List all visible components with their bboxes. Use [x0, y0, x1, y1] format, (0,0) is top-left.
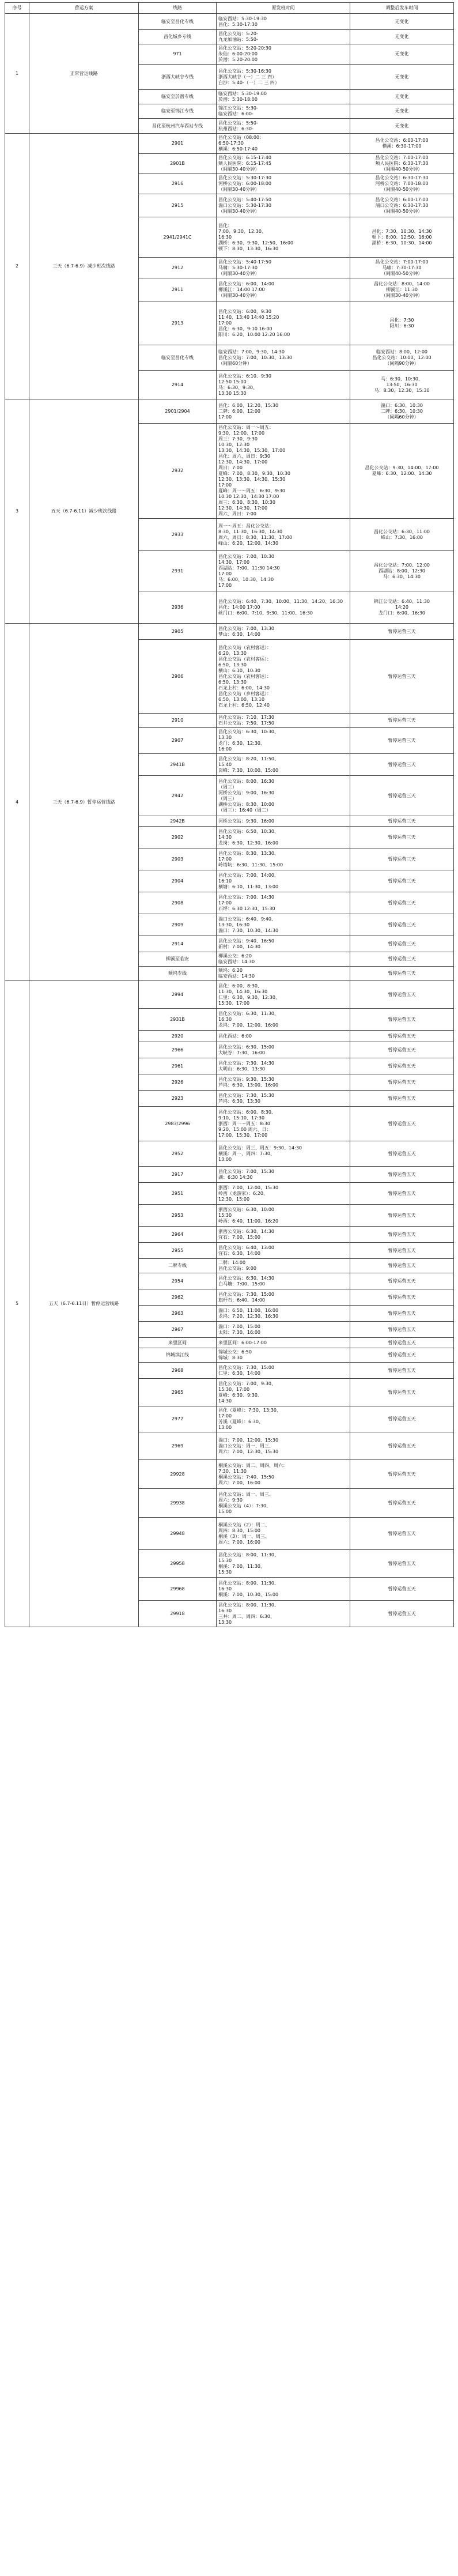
route-name: 锦城滨江线 — [139, 1348, 217, 1363]
original-schedule: 二牌：14:00 昌化公交站：9:00 — [217, 1259, 350, 1273]
adjusted-schedule: 暂停运营五天 — [350, 1074, 454, 1091]
route-name: 2983/2996 — [139, 1107, 217, 1141]
original-schedule: 河桥公交站：9:30、16:00 — [217, 816, 350, 827]
adjusted-schedule: 昌化公交站：6:00-17:00 湍口公交站：6:30-17:30 （间隔40-50分钟） — [350, 194, 454, 217]
route-name: 2910 — [139, 714, 217, 728]
operation-plan: 三天（6.7-6.9）减少班次线路 — [29, 134, 139, 399]
route-name: 2931 — [139, 551, 217, 591]
adjusted-schedule: 暂停运营三天 — [350, 848, 454, 870]
adjusted-schedule: 暂停运营五天 — [350, 1227, 454, 1243]
route-name: 临安至於潜专线 — [139, 90, 217, 104]
route-name: 临安至昌化专线 — [139, 14, 217, 30]
route-name: 2936 — [139, 591, 217, 624]
original-schedule: 柳溪公交：6:20 临安西站：14:30 — [217, 952, 350, 967]
original-schedule: 昌化公交站：6:30、10:30、 13:30 龙门：6:30、12:30、 16:00 — [217, 728, 350, 754]
adjusted-schedule: 临安西站：8:00、12:00 昌化公交站：10:00、12:00 （间隔90分钟） — [350, 345, 454, 371]
original-schedule: 昌化公交站（08:00： 6:50-17:30 横溪：6:50-17:40 — [217, 134, 350, 154]
adjusted-schedule: 暂停运营五天 — [350, 1167, 454, 1183]
route-name: 2901 — [139, 134, 217, 154]
original-schedule: 昌化：6:00、8:30、 11:30、14:30、16:30 仁里：6:30、9:30、12:30、 15:30、17:00 — [217, 981, 350, 1009]
route-name: 2952 — [139, 1141, 217, 1167]
original-schedule: 昌化公交站：6:15-17:40 颊人民医院：6:15-17:45 （间隔30-40分钟） — [217, 154, 350, 174]
adjusted-schedule: 无变化 — [350, 104, 454, 119]
original-schedule: 昌化公交站：7:30、15:30 芦坞：6:30、13:30 — [217, 1091, 350, 1107]
adjusted-schedule: 暂停运营三天 — [350, 714, 454, 728]
route-name: 2909 — [139, 914, 217, 936]
original-schedule: 浙西公交站：6:30、14:30 宜石：7:00、15:00 — [217, 1227, 350, 1243]
adjusted-schedule: 昌化公交站：6:30-17:30 河桥公交站：7:00-18:00 （间隔40-50分钟） — [350, 174, 454, 194]
route-name: 2902 — [139, 827, 217, 848]
adjusted-schedule: 暂停运营五天 — [350, 1289, 454, 1306]
header-no: 序号 — [5, 3, 29, 14]
route-name: 2901B — [139, 154, 217, 174]
original-schedule: 昌化公交站（农村客运）： 6:20、13:30 昌化公交站（农村客运）： 6:50、13:30 横山：6:10、10:30 昌化公交站（农村客运）： 6:50、13:30 石龙上村：6:00、14:30 昌化公交站（乡村客运）： 6:50、13:00、13:10 石龙上村：6:50、12:40 — [217, 640, 350, 714]
adjusted-schedule: 暂停运营五天 — [350, 1338, 454, 1348]
adjusted-schedule: 暂停运营三天 — [350, 914, 454, 936]
original-schedule: 昌化公交站：5:30-17:30 河桥公交站：6:00-18:00 （间隔30-40分钟） — [217, 174, 350, 194]
original-schedule: 昌化公交站：8:30、13:30、 17:00 岭塔坑：6:30、11:30、15:00 — [217, 848, 350, 870]
route-name: 971 — [139, 44, 217, 65]
adjusted-schedule: 暂停运营三天 — [350, 754, 454, 776]
original-schedule: 昌化公交站：8:00、11:30、 16:30 三井：周二、周四：6:30、 13:30 — [217, 1601, 350, 1627]
original-schedule: 昌化公交站：8:00、11:30、 16:30 桐溪：7:00、10:30、15:00 — [217, 1578, 350, 1601]
row-number: 3 — [5, 399, 29, 624]
route-name: 二牌专线 — [139, 1259, 217, 1273]
route-name: 昌化至杭州汽车西站专线 — [139, 119, 217, 134]
adjusted-schedule: 暂停运营五天 — [350, 1107, 454, 1141]
route-name: 2964 — [139, 1227, 217, 1243]
original-schedule: 昌化公交站：7:00、15:30 湖：6:30 14:30 — [217, 1167, 350, 1183]
operation-plan: 五天（6.7-6.11）减少班次线路 — [29, 399, 139, 624]
adjusted-schedule: 暂停运营三天 — [350, 870, 454, 892]
header-original-time: 原发班时间 — [217, 3, 350, 14]
header-plan: 营运方案 — [29, 3, 139, 14]
table-row — [5, 14, 454, 30]
adjusted-schedule: 昌化公交站：7:00、12:00 西湖站：8:00、12:30 马：6:30、14:30 — [350, 551, 454, 591]
original-schedule: 昌化公交站：周一～周五： 9:30、12:00、17:00 周三：7:30、9:30 10:30、12:30 13:30、14:30、15:30、17:00 昌化：周六，周日：9:30 12:30、14:30、17:00 周日：7:00 夏峰：7:00、8:30、9:30、10:30 12:30、13:30、14:30、15:30 17:00 夏峰：周一～周五：6:30、9:30 10:30 12:30、14:30 17:00 周三：6:30、8:30、10:30 12:30、14:30、17:00 周六、周日：7:00 — [217, 424, 350, 519]
original-schedule: 临安西站：5:30-19:30 昌化：5:30-17:30 — [217, 14, 350, 30]
route-name: 2932 — [139, 424, 217, 519]
route-name: 2914 — [139, 371, 217, 399]
original-schedule: 湍口：7:00、15:00 太阳：7:30、16:00 — [217, 1322, 350, 1338]
route-name: 2966 — [139, 1042, 217, 1058]
adjusted-schedule: 昌化公交站：8:00、14:00 柳溪江：11:30 （间隔30-40分钟） — [350, 278, 454, 301]
row-number: 4 — [5, 624, 29, 981]
adjusted-schedule: 暂停运营五天 — [350, 1183, 454, 1205]
route-name: 2955 — [139, 1243, 217, 1259]
original-schedule: 昌化公交站：7:00、13:30 梦山：6:30、14:00 — [217, 624, 350, 640]
adjusted-schedule: 无变化 — [350, 44, 454, 65]
original-schedule: 昌化公交站：6:00、9:30 11:40、13:40 14:40 15:20 17:00 昌化：6:30、9:10 16:00 阳川：6:20、10:00 12:20 16:00 — [217, 301, 350, 345]
original-schedule: 昌化公交站：6:40、13:00 宜石：6:30、14:00 — [217, 1243, 350, 1259]
route-name: 29918 — [139, 1601, 217, 1627]
original-schedule: 昌化公交站：6:30、15:00 大峡谷：7:30、16:00 — [217, 1042, 350, 1058]
adjusted-schedule: 无变化 — [350, 119, 454, 134]
adjusted-schedule: 暂停运营五天 — [350, 1601, 454, 1627]
original-schedule: 昌化公交站：8:00、16:30 （周三） 河桥公交站：9:00、16:30 （周三） 湖桥公交站：8:30、10:00 （周三）：16:40（周二） — [217, 776, 350, 816]
original-schedule: 昌化公交站：6:10、9:30 12:50 15:00 马：6:30、9:30、 13:30 15:30 — [217, 371, 350, 399]
original-schedule: 湍口：7:00、12:00、15:30 湍口公交站：周一、周三、 周六：7:00、12:30、15:30 — [217, 1432, 350, 1460]
route-name: 2912 — [139, 258, 217, 278]
original-schedule: 昌化公交站：周一、周三、 周六：9:30 桐溪公交站（4）：7:30、 15:00 — [217, 1489, 350, 1518]
original-schedule: 昌化公交站：8:00、11:30、 15:30 桐溪：7:00、11:30、 15:30 — [217, 1550, 350, 1578]
route-name: 2969 — [139, 1432, 217, 1460]
original-schedule: 昌化公交站：6:40、7:30、10:00、11:30、14:20、16:30 昌化：14:00 17:00 丝门口：6:00、7:10、9:30、11:00、16:30 — [217, 591, 350, 624]
original-schedule: 临安西站：5:30-19:00 於潜：5:30-18:00 — [217, 90, 350, 104]
route-name: 2931B — [139, 1009, 217, 1031]
route-name: 2961 — [139, 1058, 217, 1074]
route-name: 2915 — [139, 194, 217, 217]
original-schedule: 昌化公交站：6:30、14:30 白马塘：7:00、15:00 — [217, 1273, 350, 1289]
route-name: 2994 — [139, 981, 217, 1009]
adjusted-schedule: 暂停运营五天 — [350, 1348, 454, 1363]
adjusted-schedule: 暂停运营五天 — [350, 1432, 454, 1460]
original-schedule: 昌化公交站：5:40-17:50 湍口公交站：5:30-17:30 （间隔30-40分钟） — [217, 194, 350, 217]
adjusted-schedule: 暂停运营五天 — [350, 1259, 454, 1273]
route-name: 临安至锦江专线 — [139, 104, 217, 119]
route-name: 2926 — [139, 1074, 217, 1091]
table-row — [5, 624, 454, 640]
original-schedule: 浙西：7:00、12:00、15:30 岭西（龙游家）：6:20、 12:30、15:00 — [217, 1183, 350, 1205]
adjusted-schedule: 暂停运营三天 — [350, 816, 454, 827]
adjusted-schedule: 暂停运营三天 — [350, 936, 454, 952]
adjusted-schedule: 暂停运营三天 — [350, 624, 454, 640]
route-name: 29968 — [139, 1578, 217, 1601]
route-name: 2905 — [139, 624, 217, 640]
route-name: 2904 — [139, 870, 217, 892]
route-name: 昌化城乡专线 — [139, 30, 217, 44]
original-schedule: 湍口公交站：6:40、9:40、 13:30、16:30 湍口：7:30、10:30、14:30 — [217, 914, 350, 936]
table-row — [5, 399, 454, 424]
route-name: 2913 — [139, 301, 217, 345]
original-schedule: 昌化公交站：7:30、14:30 大明山：6:30、13:30 — [217, 1058, 350, 1074]
route-name: 柳溪至临安 — [139, 952, 217, 967]
route-name: 2917 — [139, 1167, 217, 1183]
original-schedule: 昌化公交站：5:30-16:30 浙西大峡谷（一）二 三 四） 白沙：5:40-（一）二 三 四） — [217, 65, 350, 90]
adjusted-schedule: 暂停运营五天 — [350, 1306, 454, 1322]
adjusted-schedule: 暂停运营五天 — [350, 1489, 454, 1518]
route-name: 2903 — [139, 848, 217, 870]
adjusted-schedule: 昌化公交站：6:00-17:00 横溪：6:30-17:00 — [350, 134, 454, 154]
original-schedule: 昌化公交站：6:00、14:00 柳溪江：14:00 17:00 （间隔30-40分钟） — [217, 278, 350, 301]
route-name: 2901/2904 — [139, 399, 217, 424]
route-name: 临安至昌化专线 — [139, 345, 217, 371]
original-schedule: 昌化西站：6:00 — [217, 1031, 350, 1042]
original-schedule: 昌化公交站：7:00、9:30、 15:30、17:00 夏峰：6:30、9:30、 14:30 — [217, 1379, 350, 1406]
original-schedule: 昌化公交站：7:10、17:30 石井公交站：7:50、17:50 — [217, 714, 350, 728]
original-schedule: 湍口：6:50、11:00、16:00 龙坞：7:20、12:30、16:30 — [217, 1306, 350, 1322]
original-schedule: 昌化公交站：5:20-20:30 朱仙：6:00-20:00 於潜：5:20-20:00 — [217, 44, 350, 65]
original-schedule: 昌化公交站：6:50、10:30、 14:30 龙岗：6:30、12:30、16:00 — [217, 827, 350, 848]
original-schedule: 桐溪公交站（2）：周二、 周四：8:30、15:00 桐溪（3）：周一、周三、 周六：7:00、16:00 — [217, 1518, 350, 1550]
route-name: 2965 — [139, 1379, 217, 1406]
row-number: 2 — [5, 134, 29, 399]
route-name: 29928 — [139, 1460, 217, 1489]
route-name: 2914 — [139, 936, 217, 952]
original-schedule: 昌化公交站：7:30、15:00 仁里：6:30、14:00 — [217, 1363, 350, 1379]
row-number: 5 — [5, 981, 29, 1627]
original-schedule: 颊坞：6:20 临安西站：14:30 — [217, 967, 350, 981]
original-schedule: 昌化公交站：5:20- 九龙加油站：5:50- — [217, 30, 350, 44]
adjusted-schedule: 昌化公交站：9:30、14:00、17:00 夏峰：6:30、12:00、14:30 — [350, 424, 454, 519]
original-schedule: 周一～周五：昌化公交站： 8:30、11:30、16:30、14:30 周六、周日：8:30、11:30、17:00 峰山：6:20、12:00、14:30 — [217, 519, 350, 551]
route-name: 来里区间 — [139, 1338, 217, 1348]
route-name: 2933 — [139, 519, 217, 551]
route-name: 29948 — [139, 1518, 217, 1550]
adjusted-schedule: 暂停运营五天 — [350, 1363, 454, 1379]
original-schedule: 昌化公交站：7:00、14:00、 16:10 横塘：6:10、11:30、13:00 — [217, 870, 350, 892]
original-schedule: 昌化（夏峰）：7:30、13:30、 17:00 芳溪（夏峰）：6:30、 13:00 — [217, 1406, 350, 1432]
adjusted-schedule: 马：6:30、10:30、 13:50、16:30 马：8:30、12:30、15:30 — [350, 371, 454, 399]
adjusted-schedule: 锦江公交站：6:40、11:30 14:20 龙门口：6:00、16:30 — [350, 591, 454, 624]
original-schedule: 昌化公交站：周三、周五：9:30、14:30 横溪：周一、周四：7:30、 13:00 — [217, 1141, 350, 1167]
adjusted-schedule: 暂停运营五天 — [350, 1031, 454, 1042]
route-name: 2941/2941C — [139, 217, 217, 258]
original-schedule: 昌化公交站：5:40-17:50 马啸：5:30-17:30 （间隔30-40分钟） — [217, 258, 350, 278]
route-name: 2941B — [139, 754, 217, 776]
adjusted-schedule: 暂停运营五天 — [350, 1205, 454, 1227]
original-schedule: 昌化公交站：8:20、11:50、 15:40 岗峰：7:30、10:00、15:00 — [217, 754, 350, 776]
adjusted-schedule: 暂停运营三天 — [350, 967, 454, 981]
route-name: 2942 — [139, 776, 217, 816]
adjusted-schedule: 无变化 — [350, 14, 454, 30]
original-schedule: 昌化公交站：7:30、15:00 旗杆石：6:40、14:00 — [217, 1289, 350, 1306]
route-name: 29938 — [139, 1489, 217, 1518]
header-row — [5, 3, 454, 14]
route-name: 2968 — [139, 1363, 217, 1379]
route-name: 2951 — [139, 1183, 217, 1205]
original-schedule: 临安西站：7:00、9:30、14:30 昌化公交站：7:00、10:30、13:30 （间隔60分钟） — [217, 345, 350, 371]
original-schedule: 昌化公交站：5:50- 杭州西站：6:30- — [217, 119, 350, 134]
adjusted-schedule: 昌化：7:30、10:30、14:30 顿下：8:00、12:50、16:00 湖桥：6:30、10:30、14:00 — [350, 217, 454, 258]
adjusted-schedule: 暂停运营五天 — [350, 1091, 454, 1107]
adjusted-schedule: 湍口：6:30、10:30 二牌：6:30、10:30 （间隔60分钟） — [350, 399, 454, 424]
original-schedule: 昌化公交站：9:30、15:30 芦坞：6:30、13:00、16:00 — [217, 1074, 350, 1091]
route-name: 2920 — [139, 1031, 217, 1042]
adjusted-schedule: 暂停运营三天 — [350, 952, 454, 967]
adjusted-schedule: 暂停运营五天 — [350, 1518, 454, 1550]
schedule-body — [5, 14, 454, 1627]
adjusted-schedule: 暂停运营五天 — [350, 1009, 454, 1031]
adjusted-schedule: 暂停运营三天 — [350, 640, 454, 714]
operation-plan: 五天（6.7-6.11日）暂停运营线路 — [29, 981, 139, 1627]
adjusted-schedule: 昌化公交站：7:00-17:00 颊人民医院：6:30-17:30 （间隔40-50分钟） — [350, 154, 454, 174]
original-schedule: 浙西公交站：6:30、10:00 15:30 岭西：6:40、11:00、16:20 — [217, 1205, 350, 1227]
original-schedule: 昌化公交站：6:00、8:30、 9:10、15:10、17:30 浙西：周一～周五：8:30 9:20、15:00 周六、日： 17:00、15:30、17:00 — [217, 1107, 350, 1141]
route-name: 2911 — [139, 278, 217, 301]
route-name: 29958 — [139, 1550, 217, 1578]
route-name: 2953 — [139, 1205, 217, 1227]
adjusted-schedule: 暂停运营五天 — [350, 1578, 454, 1601]
adjusted-schedule: 暂停运营五天 — [350, 1550, 454, 1578]
route-name: 2963 — [139, 1306, 217, 1322]
original-schedule: 昌化公交站：7:00、10:30 14:30、17:00 西湖站：7:00、11:30 14:30 17:00 马：6:00、10:30、14:30 17:00 — [217, 551, 350, 591]
route-name: 2942B — [139, 816, 217, 827]
adjusted-schedule: 昌化：7:30 阳川：6:30 — [350, 301, 454, 345]
operation-plan: 正常营运线路 — [29, 14, 139, 134]
operation-plan: 三天（6.7-6.9）暂停运营线路 — [29, 624, 139, 981]
adjusted-schedule: 暂停运营五天 — [350, 1322, 454, 1338]
route-name: 2908 — [139, 892, 217, 914]
header-adjusted-time: 调整后发车时间 — [350, 3, 454, 14]
original-schedule: 昌化：6:00、12:20、15:30 二牌：6:00、12:00 17:00 — [217, 399, 350, 424]
adjusted-schedule: 无变化 — [350, 30, 454, 44]
route-name: 颊坞专线 — [139, 967, 217, 981]
adjusted-schedule: 暂停运营三天 — [350, 827, 454, 848]
adjusted-schedule: 暂停运营三天 — [350, 892, 454, 914]
adjusted-schedule: 昌化公交站：7:00-17:00 马啸：7:30-17:30 （间隔40-50分钟） — [350, 258, 454, 278]
adjusted-schedule: 暂停运营五天 — [350, 1460, 454, 1489]
route-name: 2916 — [139, 174, 217, 194]
original-schedule: 桐溪公交站：周二、周四、周六： 7:30、11:30 桐溪公交站：7:40、15:50 周六：7:00、16:00 — [217, 1460, 350, 1489]
route-name: 2906 — [139, 640, 217, 714]
adjusted-schedule: 暂停运营五天 — [350, 1273, 454, 1289]
header-route: 线路 — [139, 3, 217, 14]
original-schedule: 昌化： 7:00、9:30、12:30、 16:30 湖桥：6:30、9:30、12:50、16:00 顿下：8:30、13:30、16:30 — [217, 217, 350, 258]
original-schedule: 昌化公交站：6:30、11:30、 16:30 龙坞：7:00、12:00、16:00 — [217, 1009, 350, 1031]
original-schedule: 锦江公交站：5:30- 临安西站：6:00- — [217, 104, 350, 119]
route-name: 2923 — [139, 1091, 217, 1107]
adjusted-schedule: 暂停运营三天 — [350, 728, 454, 754]
table-row — [5, 134, 454, 154]
schedule-table — [5, 2, 454, 1627]
adjusted-schedule: 暂停运营五天 — [350, 981, 454, 1009]
adjusted-schedule: 暂停运营五天 — [350, 1058, 454, 1074]
adjusted-schedule: 无变化 — [350, 90, 454, 104]
route-name: 2954 — [139, 1273, 217, 1289]
adjusted-schedule: 暂停运营五天 — [350, 1141, 454, 1167]
row-number: 1 — [5, 14, 29, 134]
route-name: 2962 — [139, 1289, 217, 1306]
route-name: 2972 — [139, 1406, 217, 1432]
adjusted-schedule: 昌化公交站：6:30、11:00 峰山：7:30、16:00 — [350, 519, 454, 551]
adjusted-schedule: 暂停运营五天 — [350, 1042, 454, 1058]
original-schedule: 昌化公交站：7:00、14:30 17:00 石坪：6:30 12:30、15:30 — [217, 892, 350, 914]
route-name: 浙西大峡谷专线 — [139, 65, 217, 90]
route-name: 2907 — [139, 728, 217, 754]
adjusted-schedule: 暂停运营五天 — [350, 1243, 454, 1259]
original-schedule: 锦城公交：6:50 锦城：8:30 — [217, 1348, 350, 1363]
adjusted-schedule: 暂停运营五天 — [350, 1406, 454, 1432]
route-name: 2967 — [139, 1322, 217, 1338]
original-schedule: 昌化公交站：9:40、16:50 新村：7:00、14:30 — [217, 936, 350, 952]
adjusted-schedule: 无变化 — [350, 65, 454, 90]
adjusted-schedule: 暂停运营三天 — [350, 776, 454, 816]
adjusted-schedule: 暂停运营五天 — [350, 1379, 454, 1406]
table-row — [5, 981, 454, 1009]
original-schedule: 来里区间：6:00-17:00 — [217, 1338, 350, 1348]
